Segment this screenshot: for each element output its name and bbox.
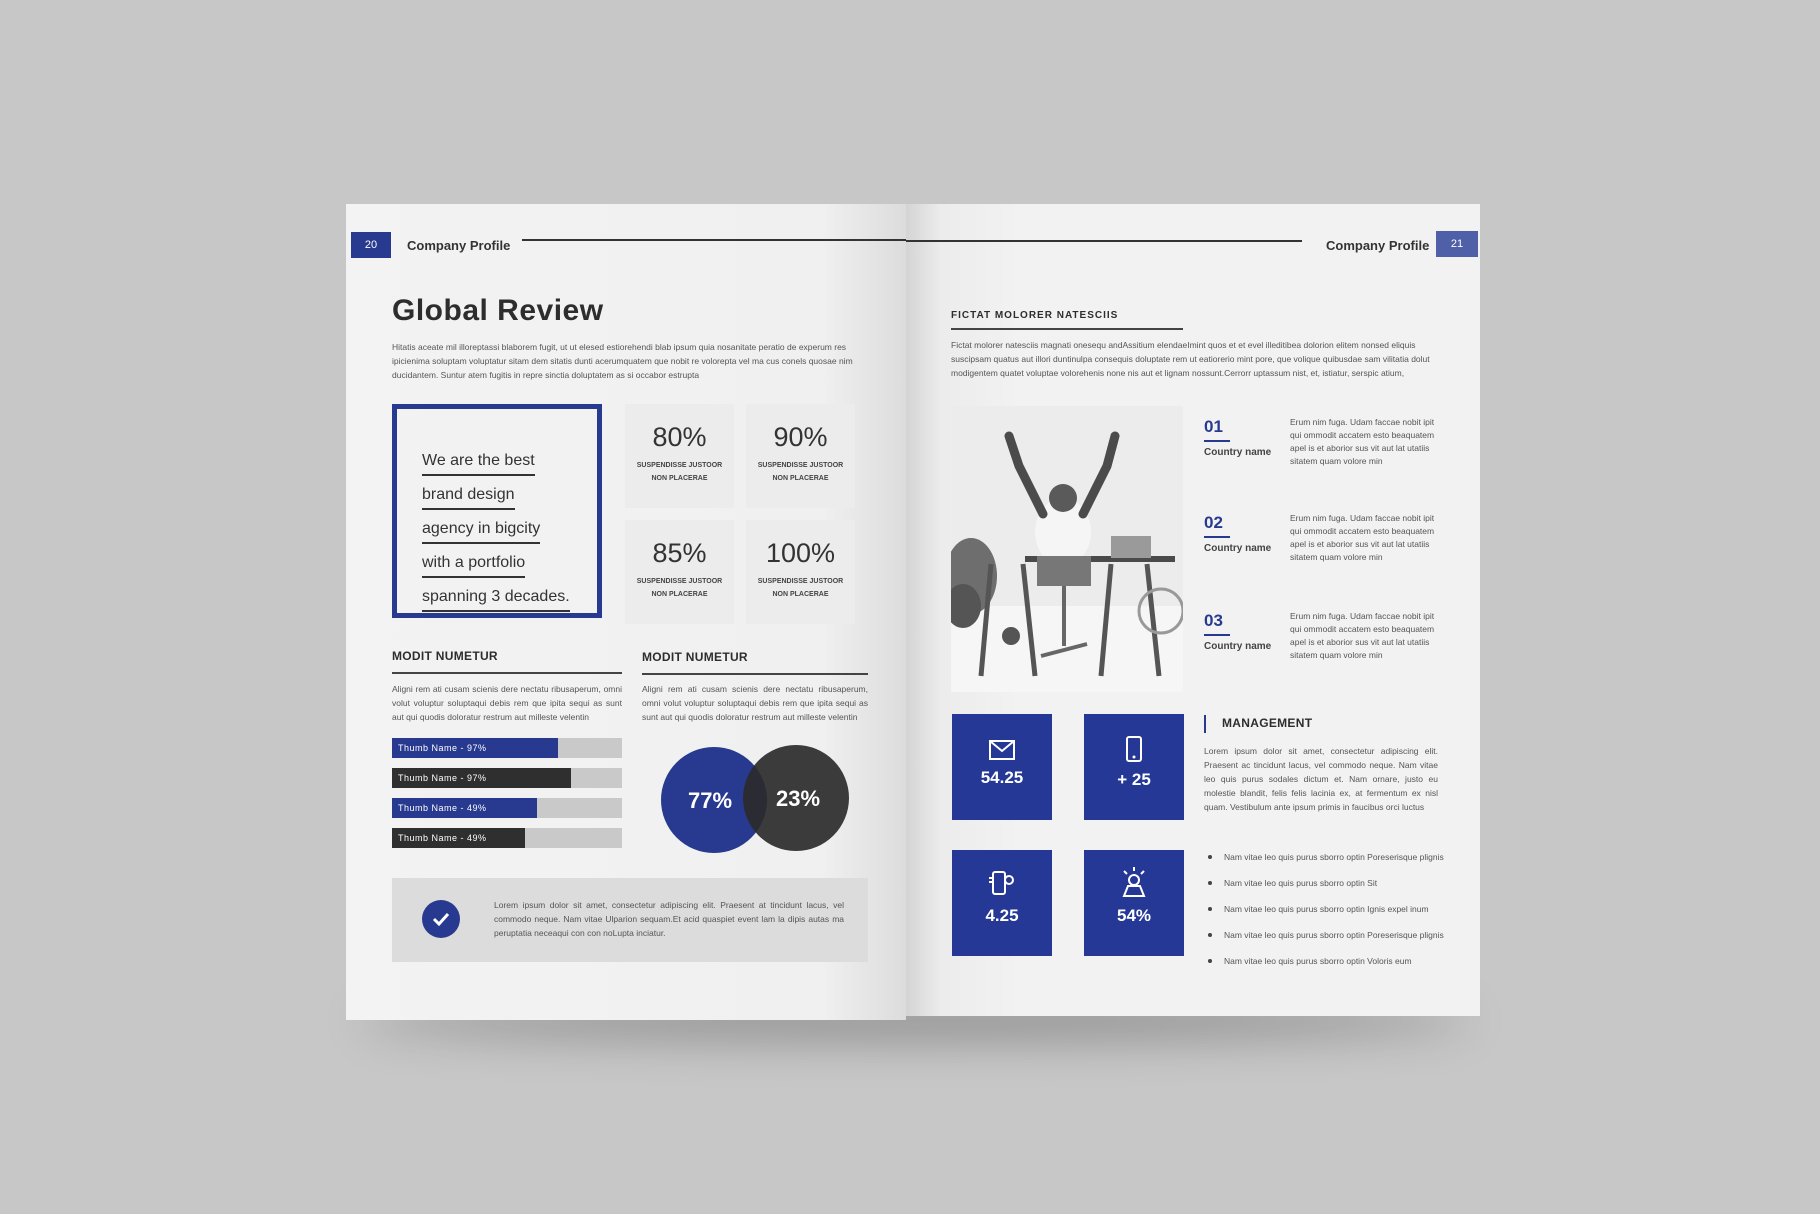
country-name: Country name (1204, 641, 1272, 652)
stat-card (625, 520, 734, 624)
tile-value: 4.25 (985, 906, 1019, 925)
tile-value: 54.25 (980, 768, 1024, 787)
stat-label: SUSPENDISSE JUSTOOR (757, 578, 844, 585)
venn-right-label: 23% (775, 786, 821, 811)
quote-box (392, 404, 602, 618)
country-text: Erum nim fuga. Udam faccae nobit ipit qui ommodit accatem esto beaquatem apel is et aborior sus vit aut lat utatiis sitatem quam volore min (1290, 417, 1435, 466)
notice-text: Lorem ipsum dolor sit amet, consectetur adipiscing elit. Praesent at tincidunt lacus, vel commodo neque. Nam vitae Ulparion sequam.Et acid quaspiet event lam la dipis autas ma peruptatia neceaqui con con noLupta inciatur. (494, 900, 844, 938)
country-rule (1204, 536, 1230, 538)
country-name: Country name (1204, 543, 1272, 554)
progress-bar (392, 738, 622, 758)
country-number: 03 (1204, 611, 1223, 630)
country-rule (1204, 440, 1230, 442)
list-item (1208, 922, 1448, 948)
progress-bar-fill: Thumb Name - 97% (392, 738, 558, 758)
country-text: Erum nim fuga. Udam faccae nobit ipit qui ommodit accatem esto beaquatem apel is et aborior sus vit aut lat utatiis sitatem quam volore min (1290, 513, 1435, 562)
stat-tile (952, 714, 1052, 820)
left-page (346, 204, 906, 1020)
list-item-text: Nam vitae leo quis purus sborro optin Ignis expel inum (1224, 904, 1429, 914)
quote-line: spanning 3 decades. (422, 586, 570, 612)
list-item (1208, 844, 1448, 870)
intro-text: Hitatis aceate mil illoreptassi blaborem fugit, ut ut elesed estiorehendi blab ipsum quia nosanitate peratio de experum res ipicienima soluptam voluptatur sitam dem sitatis dunti acerumquatem que nobit re volorepta vel ma cus conels quosae nim ducidantem. Suntur atem fugitis in repre sinctia doluptatem as si occabor estrupta (392, 342, 853, 380)
progress-bar (392, 828, 622, 848)
check-icon (422, 900, 460, 938)
header-rule (906, 240, 1302, 242)
progress-bar-fill: Thumb Name - 49% (392, 828, 525, 848)
section-title: MODIT NUMETUR (392, 649, 498, 663)
country-number: 01 (1204, 417, 1223, 436)
stat-label: SUSPENDISSE JUSTOOR (636, 578, 723, 585)
progress-bar (392, 768, 622, 788)
country-name: Country name (1204, 447, 1272, 458)
quote-line: with a portfolio (422, 552, 525, 578)
list-item-text: Nam vitae leo quis purus sborro optin Voloris eum (1224, 956, 1412, 966)
management-accent (1204, 715, 1206, 733)
stat-card (625, 404, 734, 508)
tile-value: 54% (1116, 906, 1152, 925)
header-rule (522, 239, 906, 241)
envelope-icon (989, 740, 1015, 760)
section-rule (951, 328, 1183, 330)
running-head: Company Profile (407, 238, 511, 253)
progress-bar-fill: Thumb Name - 97% (392, 768, 571, 788)
stat-label: NON PLACERAE (651, 475, 708, 482)
stat-value: 90% (773, 422, 828, 452)
tile-value: + 25 (1117, 770, 1151, 789)
stat-label: SUSPENDISSE JUSTOOR (636, 462, 723, 469)
country-rule (1204, 634, 1230, 636)
quote-line: brand design (422, 484, 515, 510)
right-page (906, 204, 1480, 1016)
quote-line: We are the best (422, 450, 535, 476)
section-rule (642, 673, 868, 675)
stat-label: NON PLACERAE (651, 591, 708, 598)
section-text: Aligni rem ati cusam scienis dere nectatu ribusaperum, omni volut voluptur soluptaqui debis rem que ipita sequi as sunt aut qui quodis doloratur restrum aut milleste velentin (392, 684, 622, 722)
intro-text: Fictat molorer natesciis magnati onesequ andAssitium elendaeImint quos et et evel illeditibea dolorion elitem nonsed eliquis suscipsam quatus aut illori duntinulpa consequis doluptate rem ut eatiorerio mint pore, que volique quibusdae sam vilitatia dolut modigentem quatet voluptae volorehenis none nis aut et lignam nossunt.Cerrorr uptassum nist, et, istiatur, serspic atium, (951, 340, 1430, 378)
venn-left-label: 77% (687, 788, 733, 813)
section-heading: FICTAT MOLORER NATESCIIS (951, 310, 1119, 321)
country-text: Erum nim fuga. Udam faccae nobit ipit qui ommodit accatem esto beaquatem apel is et aborior sus vit aut lat utatiis sitatem quam volore min (1290, 611, 1435, 660)
stat-card (746, 404, 855, 508)
stat-tile (1084, 850, 1184, 956)
stat-value: 100% (765, 538, 836, 568)
section-title: MODIT NUMETUR (642, 650, 748, 664)
page-number: 20 (351, 232, 391, 258)
management-text: Lorem ipsum dolor sit amet, consectetur adipiscing elit. Praesent ac tincidunt lacus, vel commodo neque. Nam vitae leo quis purus sodales dictum et. Nam ornare, justo eu molestie blandit, felis felis lacinia ex, at fermentum ex nisl quam. Vestibulum ante ipsum primis in faucibus orci luctus (1204, 746, 1438, 812)
stat-label: NON PLACERAE (772, 591, 829, 598)
smartphone-icon (1125, 736, 1143, 762)
progress-bar-fill: Thumb Name - 49% (392, 798, 537, 818)
management-title: MANAGEMENT (1222, 716, 1313, 730)
list-item-text: Nam vitae leo quis purus sborro optin Poreserisque plignis (1224, 852, 1444, 862)
stat-label: SUSPENDISSE JUSTOOR (757, 462, 844, 469)
office-photo (951, 406, 1183, 692)
running-head: Company Profile (1326, 238, 1430, 253)
section-rule (392, 672, 622, 674)
notice-box (392, 878, 868, 962)
list-item (1208, 948, 1448, 974)
bullet-list (1208, 844, 1448, 974)
list-item-text: Nam vitae leo quis purus sborro optin Poreserisque plignis (1224, 930, 1444, 940)
list-item (1208, 896, 1448, 922)
progress-bar (392, 798, 622, 818)
list-item (1208, 870, 1448, 896)
venn-diagram (658, 742, 854, 858)
list-item-text: Nam vitae leo quis purus sborro optin Sit (1224, 878, 1378, 888)
stat-value: 80% (652, 422, 707, 452)
page-number: 21 (1436, 231, 1478, 257)
quote-text (422, 447, 570, 617)
award-person-icon (1120, 866, 1148, 898)
stat-value: 85% (652, 538, 707, 568)
country-number: 02 (1204, 513, 1223, 532)
section-text: Aligni rem ati cusam scienis dere nectatu ribusaperum, omni volut voluptur soluptaqui debis rem que ipita sequi as sunt aut qui quodis doloratur restrum aut milleste velentin (642, 684, 868, 722)
stat-tile (952, 850, 1052, 956)
stat-label: NON PLACERAE (772, 475, 829, 482)
page-title: Global Review (392, 294, 604, 327)
stat-card (746, 520, 855, 624)
phone-settings-icon (988, 870, 1016, 898)
quote-line: agency in bigcity (422, 518, 540, 544)
progress-bars (392, 738, 622, 858)
stat-tile (1084, 714, 1184, 820)
